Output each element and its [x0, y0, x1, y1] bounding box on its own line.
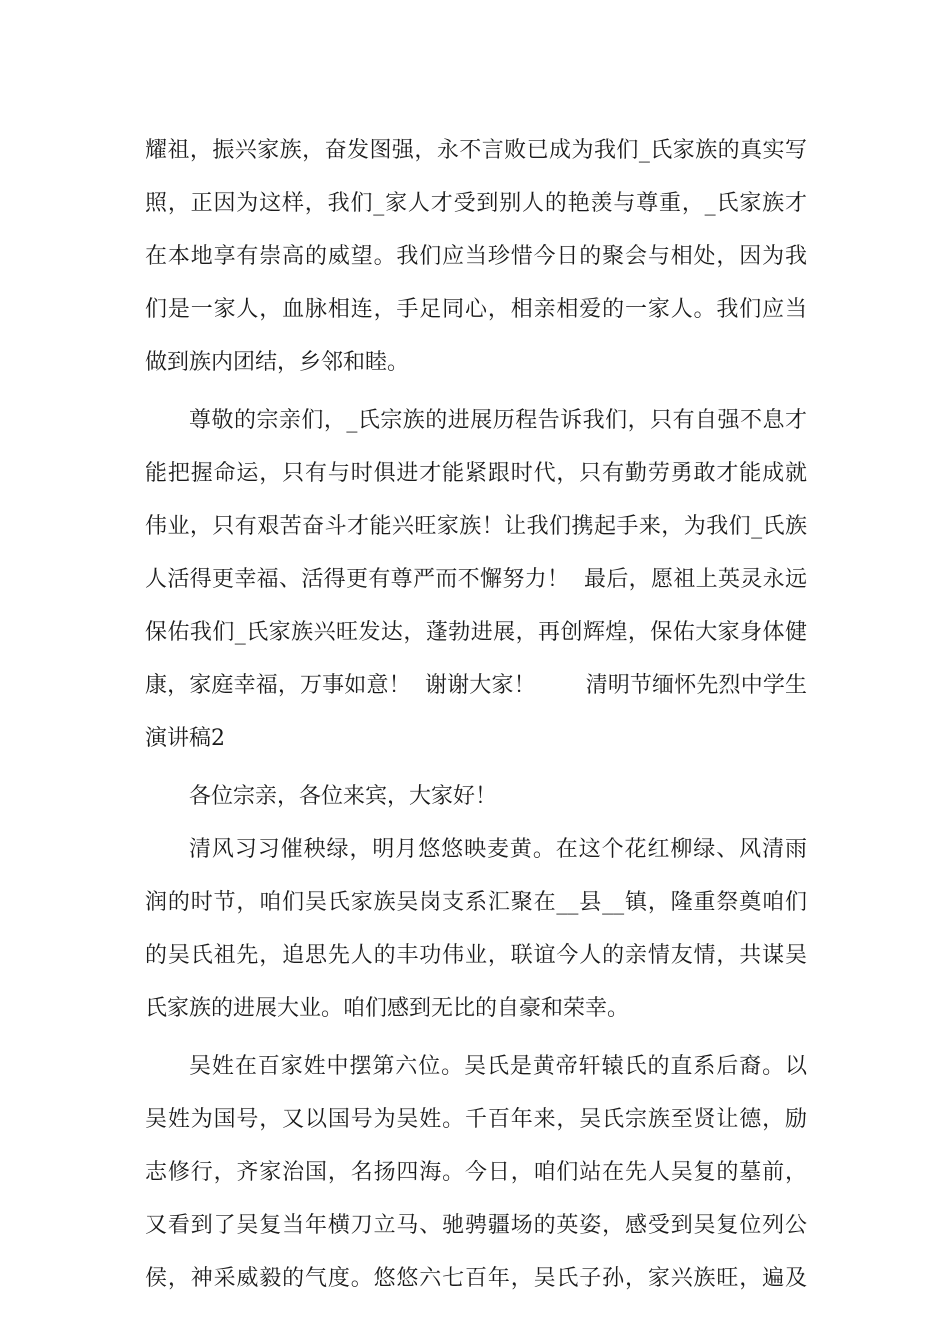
text-line: 演讲稿2 [145, 726, 225, 751]
text-line: 在本地享有崇高的威望。我们应当珍惜今日的聚会与相处，因为我 [145, 244, 807, 269]
text-line: 保佑我们_氏家族兴旺发达，蓬勃进展，再创辉煌，保佑大家身体健 [145, 620, 807, 645]
text-line: 吴姓为国号，又以国号为吴姓。千百年来，吴氏宗族至贤让德，励 [145, 1107, 807, 1132]
paragraph-1 [145, 124, 807, 389]
paragraph-2 [145, 394, 807, 765]
text-line: 的吴氏祖先，追思先人的丰功伟业，联谊今人的亲情友情，共谋吴 [145, 943, 807, 968]
text-line: 能把握命运，只有与时俱进才能紧跟时代，只有勤劳勇敢才能成就 [145, 461, 807, 486]
text-line: 清风习习催秧绿，明月悠悠映麦黄。在这个花红柳绿、风清雨 [189, 837, 807, 862]
text-line: 尊敬的宗亲们，_氏宗族的进展历程告诉我们，只有自强不息才 [189, 408, 807, 433]
text-line: 耀祖，振兴家族，奋发图强，永不言败已成为我们_氏家族的真实写 [145, 138, 807, 163]
text-line: 人活得更幸福、活得更有尊严而不懈努力！ 最后，愿祖上英灵永远 [145, 567, 807, 592]
text-line: 们是一家人，血脉相连，手足同心，相亲相爱的一家人。我们应当 [145, 297, 807, 322]
text-line: 照，正因为这样，我们_家人才受到别人的艳羡与尊重，_氏家族才 [145, 191, 807, 216]
paragraph-3 [145, 770, 807, 823]
text-line: 伟业，只有艰苦奋斗才能兴旺家族！让我们携起手来，为我们_氏族 [145, 514, 807, 539]
paragraph-4 [145, 823, 807, 1035]
text-line: 润的时节，咱们吴氏家族吴岗支系汇聚在__县__镇，隆重祭奠咱们 [145, 890, 807, 915]
body-text [145, 124, 807, 1305]
text-line: 氏家族的进展大业。咱们感到无比的自豪和荣幸。 [145, 996, 630, 1021]
paragraph-5 [145, 1040, 807, 1305]
text-line: 康，家庭幸福，万事如意！ 谢谢大家！ 清明节缅怀先烈中学生 [145, 673, 807, 698]
text-line: 各位宗亲，各位来宾，大家好！ [189, 784, 498, 809]
text-line: 志修行，齐家治国，名扬四海。今日，咱们站在先人吴复的墓前， [145, 1160, 807, 1185]
text-line: 侯，神采威毅的气度。悠悠六七百年，吴氏子孙，家兴族旺，遍及 [145, 1266, 807, 1291]
text-line: 做到族内团结，乡邻和睦。 [145, 350, 410, 375]
text-line: 又看到了吴复当年横刀立马、驰骋疆场的英姿，感受到吴复位列公 [145, 1213, 807, 1238]
text-line: 吴姓在百家姓中摆第六位。吴氏是黄帝轩辕氏的直系后裔。以 [189, 1054, 807, 1079]
